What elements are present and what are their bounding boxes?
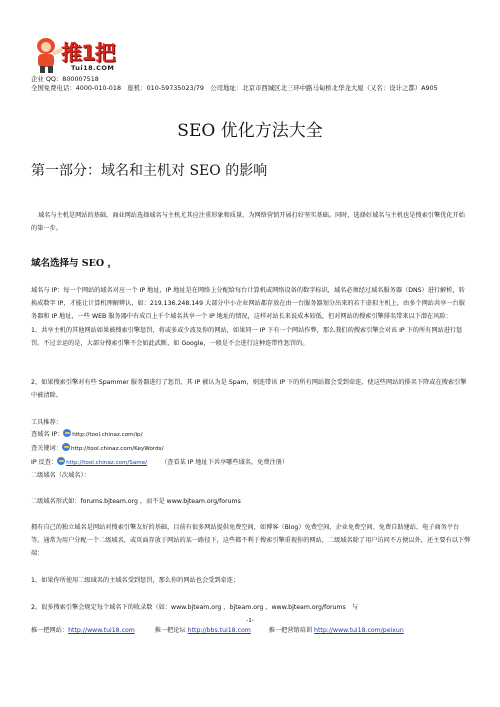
footer-forum-link[interactable]: http://bbs.tui18.com <box>187 627 251 634</box>
footer-site-link[interactable]: http://www.tui18.com <box>68 627 135 634</box>
tool-reverse-label: IP 反查： <box>31 459 58 466</box>
paragraph-penalty: 1、如果你所使用二级域名的主域名受到惩罚，那么你的网站也会受到牵连； <box>31 577 240 584</box>
paragraph-spammer: 2、如果搜索引擎对有些 Spammer 服务器进行了惩罚，其 IP 被认为是 Spam，则连带该 IP 下的所有网站都会受到牵连，使这些网站的排名下降或在搜索引擎中被清除。 <box>31 379 467 399</box>
ie-icon <box>57 457 65 465</box>
intro-paragraph: 域名与主机是网站的基础，商业网站选择域名与主机尤其应注重形象和质量，为网络营销开展打好坚实基础。同时，选择好域名与主机也是搜索引擎优化开始的第一步。 <box>31 212 465 232</box>
logo-subtitle: Tui18.COM <box>71 64 115 72</box>
footer-links <box>31 626 476 635</box>
tool-reverse-ip <box>31 456 471 470</box>
qq-info: 企业 QQ：800007518 <box>31 75 99 83</box>
tool-ip-label: 查域名 IP： <box>31 431 64 438</box>
logo <box>31 36 121 76</box>
ie-icon <box>62 443 70 451</box>
footer-site-label: 推一把网站： <box>31 627 69 634</box>
part-heading: 第一部分：域名和主机对 SEO 的影响 <box>31 163 268 179</box>
tool-keyword-label: 查关键词： <box>31 445 62 452</box>
subdomain-form: 二级域名形式如：forums.bjteam.org ，而不是 www.bjteam.org/forums <box>31 498 241 505</box>
logo-text: 推1把 <box>61 41 115 65</box>
paragraph-own-domain: 拥有自己的独立域名是网站对搜索引擎友好的基础，目前有很多网站提供免费空间，如博客（Blog）免费空间、企业免费空间、免费自助建站、电子商务平台等，通常为用户分配一个二级域名，或页面存放于网站的某一路径下，这些都不利于搜索引擎重视你的网站，二级域名除了用户访问不方便以外，还主要有以下弊端： <box>31 524 471 557</box>
section-heading: 域名选择与 SEO ， <box>31 258 117 269</box>
tool-keyword-lookup <box>31 442 471 456</box>
tool-reverse-url[interactable]: http://tool.chinaz.com/Same/ <box>66 460 148 466</box>
contact-info: 全国免费电话：4000-010-018 座机：010-59735023/79 公司地址：北京市西城区北三环中路马甸桥北华龙大厦（又名：设计之都）A905 <box>31 84 438 92</box>
paragraph-domain-ip: 域名与 IP：每一个网站的域名对应一个 IP 地址，IP 地址是在网络上分配给每台计算机或网络设备的数字标识，域名必须经过域名服务器（DNS）进行解析，转换成数字 IP，才能让计算机理解辨认，如：219.136.248.149 大部分中小企业网站都存放在由一台服务器划分出来的若干虚拟主机上，由多个网站共享一台服务器和 IP 地址，一些 WEB 服务器中有成百上千个域名共享一个 IP 地址的情况，这样对站长来说成本较低，但对网站的搜索引擎排名带来以下潜在风险： <box>31 287 465 320</box>
tool-keyword-url[interactable]: http://tool.chinaz.com/KeyWords/ <box>70 446 164 452</box>
page-title: SEO 优化方法大全 <box>177 121 323 141</box>
tool-reverse-note: （查看某 IP 地址下共享哪些域名，免费注册） <box>161 459 289 466</box>
footer-training-link[interactable]: http://www.tui18.com/peixun <box>314 627 404 634</box>
ie-icon <box>63 429 71 437</box>
tools-title: 工具推荐： <box>31 419 62 426</box>
paragraph-index-limit: 2、很多搜索引擎会规定每个域名下的收录数（如：www.bjteam.org 、bjteam.org 、www.bjteam.org/forums 与 <box>31 604 359 611</box>
footer-forum-label: 推一把论坛 <box>154 627 186 634</box>
footer-training-label: 推一把营销培训 <box>268 627 313 634</box>
paragraph-shared-host: 1、共享主机的其他网站如果被搜索引擎惩罚，将或多或少波及你的网站，如果同一 IP 下有一个网站作弊，那么我们的搜索引擎会对该 IP 下的所有网站进行惩罚。不过幸运的是，大部分搜索引擎不会如此武断，如 Google，一般是不会进行这种连带性惩罚的。 <box>31 327 463 347</box>
tool-ip-url[interactable]: http://tool.chinaz.com/ip/ <box>72 432 143 438</box>
tool-ip-lookup <box>31 428 471 442</box>
page-number: -1- <box>246 618 254 624</box>
subdomain-heading: 二级域名（次域名）： <box>31 472 90 479</box>
mascot-icon <box>31 36 65 74</box>
